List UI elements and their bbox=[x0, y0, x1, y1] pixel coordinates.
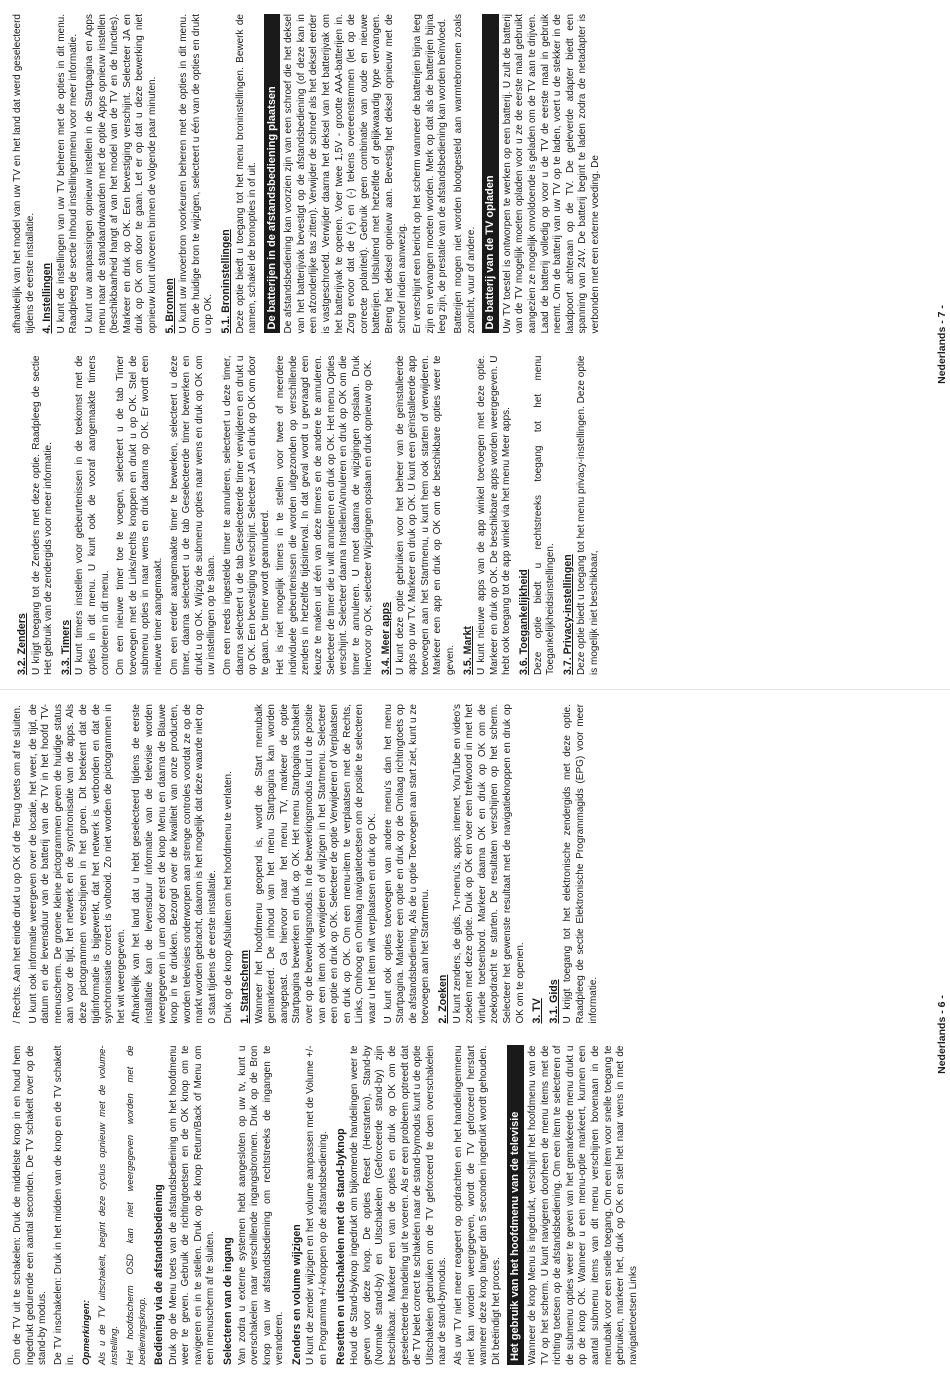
section-heading: Bediening via de afstandsbediening bbox=[152, 1184, 165, 1365]
section-banner: Het gebruik van het hoofdmenu van de televisie bbox=[507, 1046, 524, 1366]
page-6 bbox=[0, 690, 950, 1379]
paragraph: U kunt uw aanpassingen opnieuw instellen in de Startpagina en Apps menu naar de standaardwaarden met de optie Apps opnieuw instellen (beschikbaarheid hangt af van het model van de TV en de functies). Markeer en druk op OK. Een bevestiging verschijnt. Selecteer JA en druk op OK om door te gaan. Let er op dat u deze bewerking niet opnieuw kunt uitvoeren binnen de volgende paar minuten. bbox=[83, 14, 158, 334]
page-6-columns bbox=[12, 704, 920, 1365]
paragraph: U kunt de instellingen van uw TV beheren met de opties in dit menu. Raadpleeg de sectie Inhoud instellingenmenu voor meer informatie. bbox=[55, 14, 80, 334]
page-6-column-1 bbox=[12, 1046, 920, 1366]
paragraph: U kunt timers instellen voor gebeurtenissen in de toekomst met de opties in dit menu. U kunt ook de vooraf aangemaakte timers controleren in dit menu. bbox=[74, 355, 111, 675]
paragraph: U krijgt toegang tot het elektronische zendergids met deze optie. Raadpleeg de sectie Elektronische Programmagids (EPG) voor meer informatie. bbox=[562, 704, 599, 1024]
paragraph: Uw TV toestel is ontworpen te werken op een batterij. U zult de batterij van de TV mogelijk moeten opladen voor u ze de eerste maal gebruikt aangezien ze mogelijk onvoldoende is geladen om de TV aan te drijven. Laad de batterij volledig op voor u de TV de eerste maal in gebruik neemt. Om de batterij van uw TV op te laden, voert u de stekker in de laadpoort achteraan op de TV. De geleverde adapter biedt een spanning van 24V. De batterij begint te laden zodra de netadapter is verbonden met een externe voeding. De bbox=[501, 14, 601, 334]
paragraph: De afstandsbediening kan voorzien zijn van een schroef die het deksel van het batterijvak bevestigt op de afstandsbediening (of deze kan in een afzonderlijke tas zitten). Verwijder de schroef als het deksel eerder is vastgeschroefd. Verwijder daarna het deksel van het batterijvak om het batterijvak te openen. Voer twee 1,5V - grootte AAA-batterijen in. Zorg ervoor dat de (+) en (-) tekens overeenstemmen (let op de correcte polariteit). Gebruik geen combinatie van oude en nieuwe batterijen. Uitsluitend met hetzelfde of gelijkwaardig type vervangen. Breng het deksel opnieuw aan. Bevestig het deksel opnieuw met de schroef indien aanwezig. bbox=[283, 14, 408, 334]
paragraph: U kunt ook informatie weergeven over de locatie, het weer, de tijd, de datum en de levensduur van de batterij van de TV in het hoofd TV-menuscherm. De groene kleine pictogrammen geven de huidige status aan voor de tijd, het netwerk en de synchronisatie van de apps. Als deze pictogrammen verschijnen in het groen. Dit betekent dat de tijdinformatie is bijgewerkt, dat het netwerk is verbonden en dat de synchronisatie correct is voltooid. Zo niet worden de pictogrammen in het wit weergegeven. bbox=[27, 704, 127, 1024]
page-7-column-2 bbox=[12, 14, 920, 334]
paragraph: U kunt uw invoerbron voorkeuren beheren met de opties in dit menu. Om de huidige bron te wijzigen, selecteert u één van de opties en drukt u op OK. bbox=[178, 14, 215, 334]
page-7-footer: Nederlands - 7 - bbox=[936, 305, 948, 384]
paragraph: Afhankelijk van het land dat u hebt geselecteerd tijdens de eerste installatie kan de levensduur informatie van de televisie worden weergegeven in uren door eerst de knop Menu en daarna de Blauwe knop in te drukken. Bezorgd over de kwaliteit van onze producten, worden televisies onderworpen aan strenge controles voordat ze op de markt worden gebracht, daarom is het mogelijk dat deze waarde niet op 0 staat tijdens de eerste installatie. bbox=[131, 704, 218, 1024]
section-heading: 4. Instellingen bbox=[41, 262, 54, 334]
paragraph: Om de TV uit te schakelen: Druk de middelste knop in en houd hem ingedrukt gedurende een aantal seconden. De TV schakelt over op de stand-by modus. bbox=[12, 1045, 49, 1365]
section-heading: 3.3. Timers bbox=[59, 619, 72, 675]
paragraph: Wanneer het hoofdmenu geopend is, wordt de Start menubalk gemarkeerd. De inhoud van het menu Startpagina kan worden aangepast. Ga hiervoor naar het menu TV, markeer de optie Startpagina bewerken en druk op OK. Het menu Startpagina schakelt over op de bewerkingsmodus. In de bewerkingsmodus kunt u de positie van een item ook verwijderen of wijzigen in het Startmenu. Selecteer een optie en druk op OK. Selecteer de optie Verwijderen of Verplaatsen en druk op OK. Om een menu-item te verplaatsen met de Rechts, Links, Omhoog en Omlaag navigatietoetsen om de positie te selecteren waar u het item wilt verplaatsen en druk op OK. bbox=[253, 704, 379, 1024]
page-6-column-2 bbox=[12, 704, 920, 1024]
section-heading: 3.6. Toegankelijkheid bbox=[517, 569, 530, 675]
section-heading: 3.1. Gids bbox=[547, 979, 560, 1024]
paragraph: Het is niet mogelijk timers in te stellen voor twee of meerdere individuele gebeurtenissen die worden uitgezonden op verschillende zenders in hetzelfde tijdsinterval. In dat geval wordt u gevraagd een keuze te maken uit één van deze timers en de andere te annuleren. Selecteer de timer die u wilt annuleren en druk op OK. Het menu Opties verschijnt. Selecteer daarna Instellen/Annuleren en druk op OK om die timer te annuleren. U moet daarna de wijzigingen opslaan. Druk hiervoor op OK, selecteer Wijzigingen opslaan en druk opnieuw op OK. bbox=[275, 355, 375, 675]
paragraph: Om een nieuwe timer toe te voegen, selecteert u de tab Timer toevoegen met de Links/rechts knoppen en drukt u op OK. Stel de submenu opties in naar wens en druk daarna op OK. Er wordt een nieuwe timer aangemaakt. bbox=[115, 355, 164, 675]
paragraph: Deze optie biedt u toegang tot het menu broninstellingen. Bewerk de namen, schakel de bronopties in of uit. bbox=[234, 14, 259, 334]
section-banner: De batterij van de TV opladen bbox=[482, 14, 499, 334]
section-heading: 1. Startscherm bbox=[239, 949, 252, 1024]
page-6-footer: Nederlands - 6 - bbox=[936, 995, 948, 1074]
paragraph: Deze optie biedt u rechtstreeks toegang tot het menu Toegankelijkheidsinstellingen. bbox=[532, 355, 557, 675]
section-heading: Selecteren van de ingang bbox=[221, 1237, 234, 1365]
paragraph: Deze optie biedt u toegang tot het menu privacy-instellingen. Deze optie is mogelijk niet beschikbaar, bbox=[576, 355, 600, 675]
note-text: Het hoofdscherm OSD kan niet weergegeven worden met de bedieningsknop. bbox=[123, 1045, 148, 1365]
paragraph: Wanneer de knop Menu is ingedrukt, verschijnt het hoofdmenu van de TV op het scherm. U kunt navigeren doorheen de menu items met de richting toetsen op de afstandsbediening. Om een item te selecteren of de submenu opties weer te geven van het gemarkeerde menu drukt u op de knop OK. Wanneer u een menu-optie markeert, kunnen een aantal submenu items van dit menu verschijnen bovenaan in de menubalk voor een snelle toegang. Om een item voor snelle toegang te gebruiken, markeer het, druk op OK en stel het naar wens in met de navigatietoetsen Links bbox=[526, 1045, 639, 1365]
paragraph: U kunt deze optie gebruiken voor het beheer van de geïnstalleerde apps op uw TV. Markeer en druk op OK. U kunt een geïnstalleerde app toevoegen aan het Startmenu, u kunt hem ook starten of verwijderen. Markeer een app en druk op OK om de beschikbare opties weer te geven. bbox=[394, 355, 456, 675]
section-banner: De batterijen in de afstandsbediening plaatsen bbox=[264, 14, 281, 334]
paragraph: Om een eerder aangemaakte timer te bewerken, selecteert u deze timer, daarna selecteert u de tab Geselecteerde timer bewerken en drukt u op OK. Wijzig de submenu opties naar wens en druk op OK om uw instellingen op te slaan. bbox=[168, 355, 218, 675]
paragraph: Er verschijnt een bericht op het scherm wanneer de batterijen bijna leeg zijn en vervangen moeten worden. Merk op dat als de batterijen bijna leeg zijn, de prestatie van de afstandsbediening kan worden beïnvloed. bbox=[412, 14, 449, 334]
paragraph: U kunt ook opties toevoegen van andere menu's dan het menu Startpagina. Markeer een optie en druk op de Omlaag richtingtoets op de afstandsbediening. Als de u optie Toevoegen aan start ziet, kunt u ze toevoegen aan het Startmenu. bbox=[382, 704, 432, 1024]
section-heading: 3.7. Privacy-instellingen bbox=[561, 554, 574, 675]
paragraph: U krijgt toegang tot de Zenders met deze optie. Raadpleeg de sectie Het gebruik van de zendergids voor meer informatie. bbox=[30, 355, 55, 675]
section-heading: Zenders en volume wijzigen bbox=[290, 1224, 303, 1365]
paragraph: Druk op de knop Afsluiten om het hoofdmenu te verlaten. bbox=[222, 771, 234, 1024]
paragraph: Als uw TV niet meer reageert op opdrachten en het handelingenmenu niet kan worden weergegeven, wordt de TV geforceerd herstart wanneer deze knop langer dan 5 seconden ingedrukt wordt gehouden. Dit beëindigt het proces. bbox=[453, 1045, 502, 1365]
notes-heading: Opmerkingen: bbox=[80, 1299, 92, 1365]
section-heading: 3. TV bbox=[531, 998, 544, 1024]
page-divider bbox=[0, 689, 950, 690]
paragraph: / Rechts. Aan het einde drukt u op OK of de Terug toets om af te sluiten. bbox=[12, 705, 23, 1024]
section-heading: 5.1. Broninstellingen bbox=[219, 229, 232, 334]
section-heading: Resetten en uitschakelen met de stand-byknop bbox=[334, 1128, 347, 1365]
note-text: Als u de TV uitschakelt, begint deze cyclus opnieuw met de volume-instelling. bbox=[95, 1045, 120, 1365]
paragraph: Van zodra u externe systemen hebt aangesloten op uw tv, kunt u overschakelen naar verschillende ingangsbronnen. Druk op de Bron knop van uw afstandsbediening om rechtstreeks de ingangen te veranderen. bbox=[236, 1045, 286, 1365]
paragraph: Houd de Stand-byknop ingedrukt om bijkomende handelingen weer te geven voor deze knop. De opties Reset (Herstarten), Stand-by (Normale stand-by) en Uitschakelen (Geforceerde stand-by) zijn beschikbaar. Markeer een van de opties en druk op OK om de geselecteerde handeling uit te voeren. Als er een probleem optreedt dat de TV belet correct te schakelen naar de stand-bymodus kunt u de optie Uitschakelen gebruiken om de TV geforceerd te doen overschakelen naar de stand-bymodus. bbox=[349, 1045, 449, 1365]
paragraph: Druk op de Menu toets van de afstandsbediening om het hoofdmenu weer te geven. Gebruik de richtingtoetsen en de OK knop om te navigeren en in te stellen. Druk op de knop Return/Back of Menu om een menuscherm af te sluiten. bbox=[167, 1045, 217, 1365]
section-heading: 5. Bronnen bbox=[163, 278, 176, 334]
page-7-columns bbox=[12, 14, 920, 675]
paragraph: U kunt nieuwe apps van de app winkel toevoegen met deze optie. Markeer en druk op OK. De beschikbare apps worden weergegeven. U hebt ook toegang tot de app winkel via het menu Meer apps. bbox=[476, 355, 513, 675]
page-7-column-1 bbox=[12, 356, 920, 676]
paragraph: De TV inschakelen: Druk in het midden van de knop en de TV schakelt in. bbox=[52, 1045, 77, 1365]
section-heading: 3.4. Meer apps bbox=[380, 601, 393, 675]
paragraph: afhankelijk van het model van uw TV en het land dat werd geselecteerd tijdens de eerste installatie. bbox=[12, 14, 36, 334]
section-heading: 2. Zoeken bbox=[437, 974, 449, 1024]
page-7 bbox=[0, 0, 950, 689]
section-heading: 3.2. Zenders bbox=[16, 613, 28, 675]
paragraph: U kunt de zender wijzigen en het volume aanpassen met de Volume +/- en Programma +/-knoppen op de afstandsbediening. bbox=[305, 1045, 330, 1365]
section-heading: 3.5. Markt bbox=[461, 626, 474, 675]
paragraph: Om een reeds ingestelde timer te annuleren, selecteert u deze timer, daarna selecteert u de tab Geselecteerde timer verwijderen en drukt u op OK. Een bevestiging verschijnt. Selecteer JA en druk op OK om door te gaan. De timer wordt geannuleerd. bbox=[221, 355, 271, 675]
paragraph: U kunt zenders, de gids, Tv-menu's, apps, internet, YouTube en video's zoeken met deze optie. Druk op OK en voer een trefwoord in met het virtuele toetsenbord. Markeer daarna OK en druk op OK om de zoekopdracht te starten. De resultaten verschijnen op het scherm. Selecteer het gewenste resultaat met de navigatieknoppen en druk op OK om te openen. bbox=[451, 704, 526, 1024]
paragraph: Batterijen mogen niet worden blootgesteld aan warmtebronnen zoals zonlicht, vuur of andere. bbox=[453, 14, 477, 334]
